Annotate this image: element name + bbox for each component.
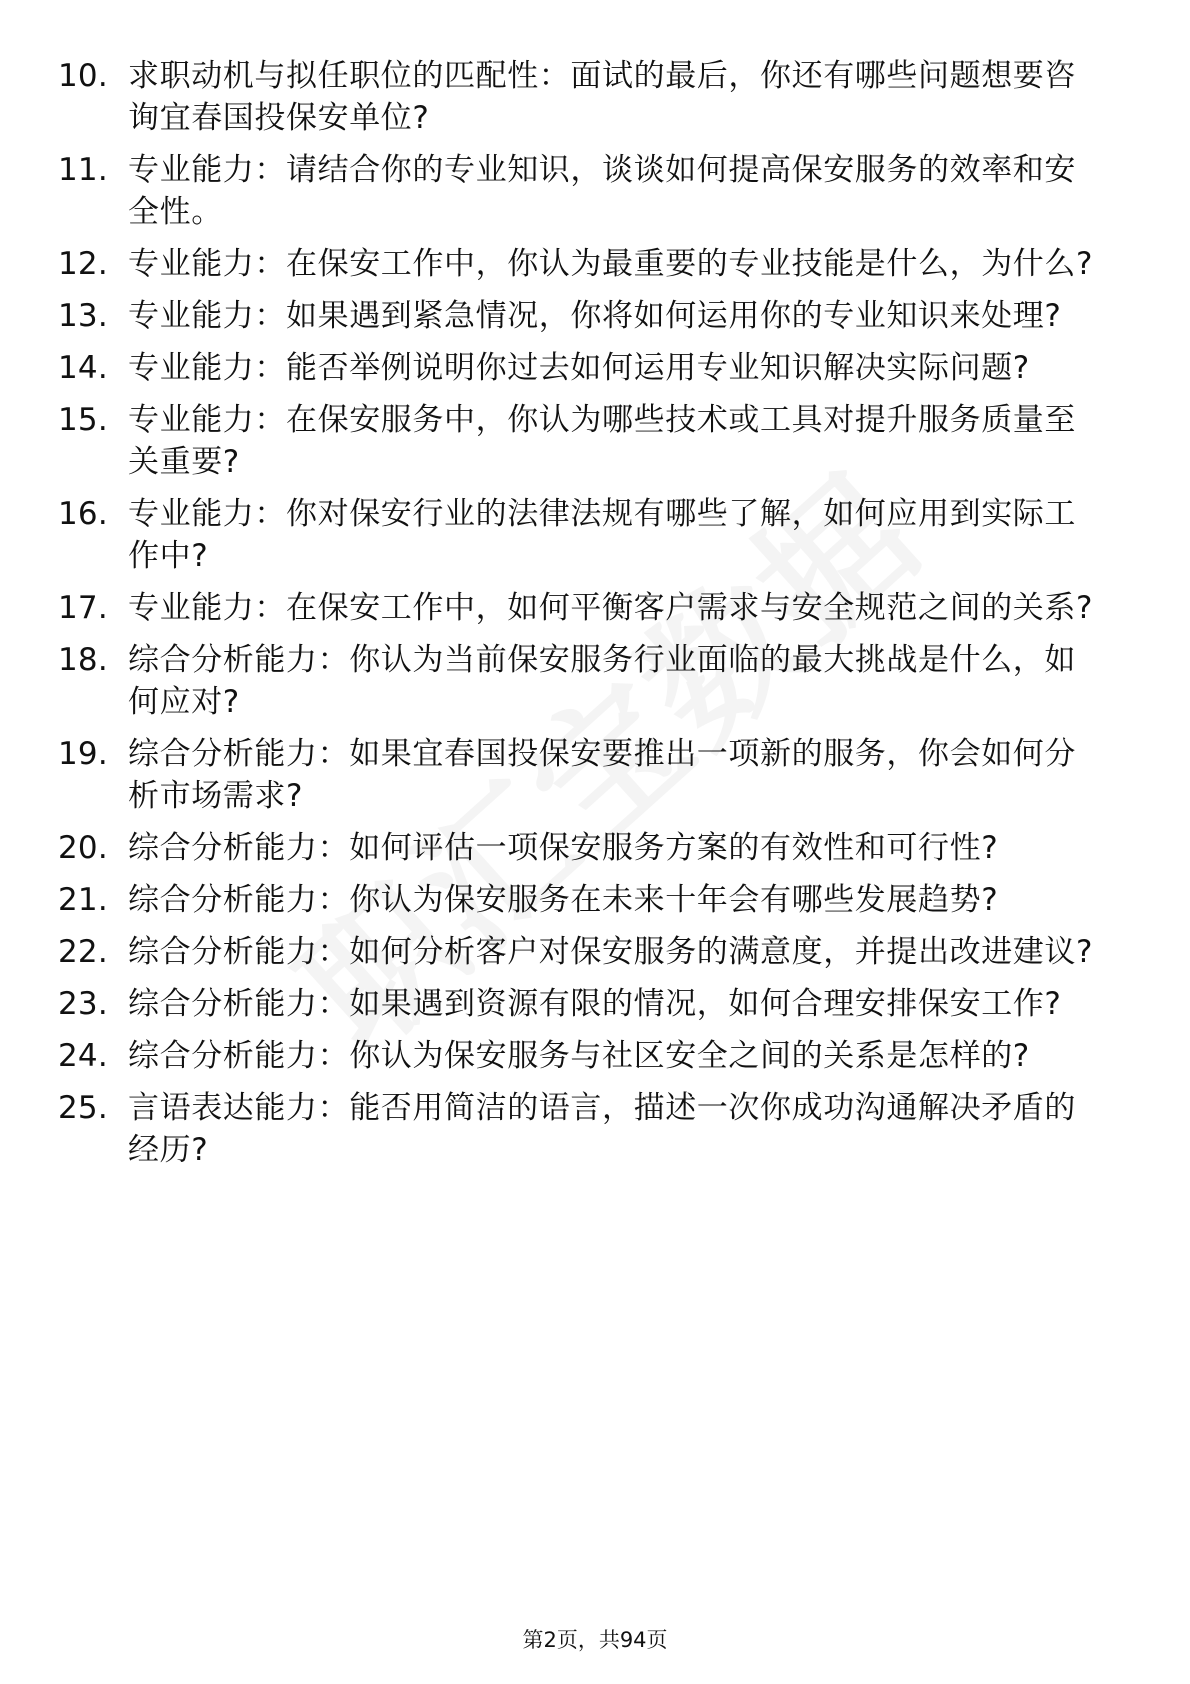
question-number: 21.	[58, 882, 108, 918]
question-number: 16.	[58, 496, 108, 532]
question-text: 综合分析能力：如果宜春国投保安要推出一项新的服务，你会如何分析市场需求?	[128, 736, 1076, 814]
question-number: 15.	[58, 402, 108, 438]
question-number: 11.	[58, 152, 108, 188]
question-item	[0, 493, 1190, 577]
question-item	[0, 243, 1190, 285]
question-number: 14.	[58, 350, 108, 386]
question-number: 12.	[58, 246, 108, 282]
question-number: 24.	[58, 1038, 108, 1074]
question-item	[0, 149, 1190, 233]
question-item	[0, 1087, 1190, 1171]
question-item	[0, 587, 1190, 629]
question-number: 19.	[58, 736, 108, 772]
question-item	[0, 55, 1190, 139]
question-item	[0, 733, 1190, 817]
question-text: 言语表达能力：能否用简洁的语言，描述一次你成功沟通解决矛盾的经历?	[128, 1090, 1076, 1168]
question-item	[0, 347, 1190, 389]
question-text: 专业能力：在保安服务中，你认为哪些技术或工具对提升服务质量至关重要?	[128, 402, 1076, 480]
question-text: 综合分析能力：你认为保安服务在未来十年会有哪些发展趋势?	[128, 882, 999, 918]
question-text: 综合分析能力：如何分析客户对保安服务的满意度，并提出改进建议?	[128, 934, 1094, 970]
question-text: 综合分析能力：你认为当前保安服务行业面临的最大挑战是什么，如何应对?	[128, 642, 1076, 720]
question-text: 综合分析能力：如果遇到资源有限的情况，如何合理安排保安工作?	[128, 986, 1062, 1022]
question-text: 专业能力：请结合你的专业知识，谈谈如何提高保安服务的效率和安全性。	[128, 152, 1076, 230]
question-item	[0, 295, 1190, 337]
question-number: 25.	[58, 1090, 108, 1126]
question-item	[0, 879, 1190, 921]
question-number: 10.	[58, 58, 108, 94]
question-text: 专业能力：能否举例说明你过去如何运用专业知识解决实际问题?	[128, 350, 1030, 386]
question-text: 专业能力：如果遇到紧急情况，你将如何运用你的专业知识来处理?	[128, 298, 1062, 334]
question-item	[0, 931, 1190, 973]
question-text: 综合分析能力：如何评估一项保安服务方案的有效性和可行性?	[128, 830, 999, 866]
question-text: 专业能力：你对保安行业的法律法规有哪些了解，如何应用到实际工作中?	[128, 496, 1076, 574]
question-item	[0, 1035, 1190, 1077]
question-number: 20.	[58, 830, 108, 866]
question-text: 求职动机与拟任职位的匹配性：面试的最后，你还有哪些问题想要咨询宜春国投保安单位?	[128, 58, 1076, 136]
question-number: 17.	[58, 590, 108, 626]
question-text: 专业能力：在保安工作中，如何平衡客户需求与安全规范之间的关系?	[128, 590, 1094, 626]
page-footer: 第2页，共94页	[522, 1628, 668, 1652]
question-item	[0, 399, 1190, 483]
question-text: 专业能力：在保安工作中，你认为最重要的专业技能是什么，为什么?	[128, 246, 1094, 282]
question-number: 22.	[58, 934, 108, 970]
question-item	[0, 827, 1190, 869]
question-number: 23.	[58, 986, 108, 1022]
question-number: 18.	[58, 642, 108, 678]
question-text: 综合分析能力：你认为保安服务与社区安全之间的关系是怎样的?	[128, 1038, 1030, 1074]
question-item	[0, 639, 1190, 723]
question-list	[0, 55, 1190, 1181]
question-item	[0, 983, 1190, 1025]
question-number: 13.	[58, 298, 108, 334]
